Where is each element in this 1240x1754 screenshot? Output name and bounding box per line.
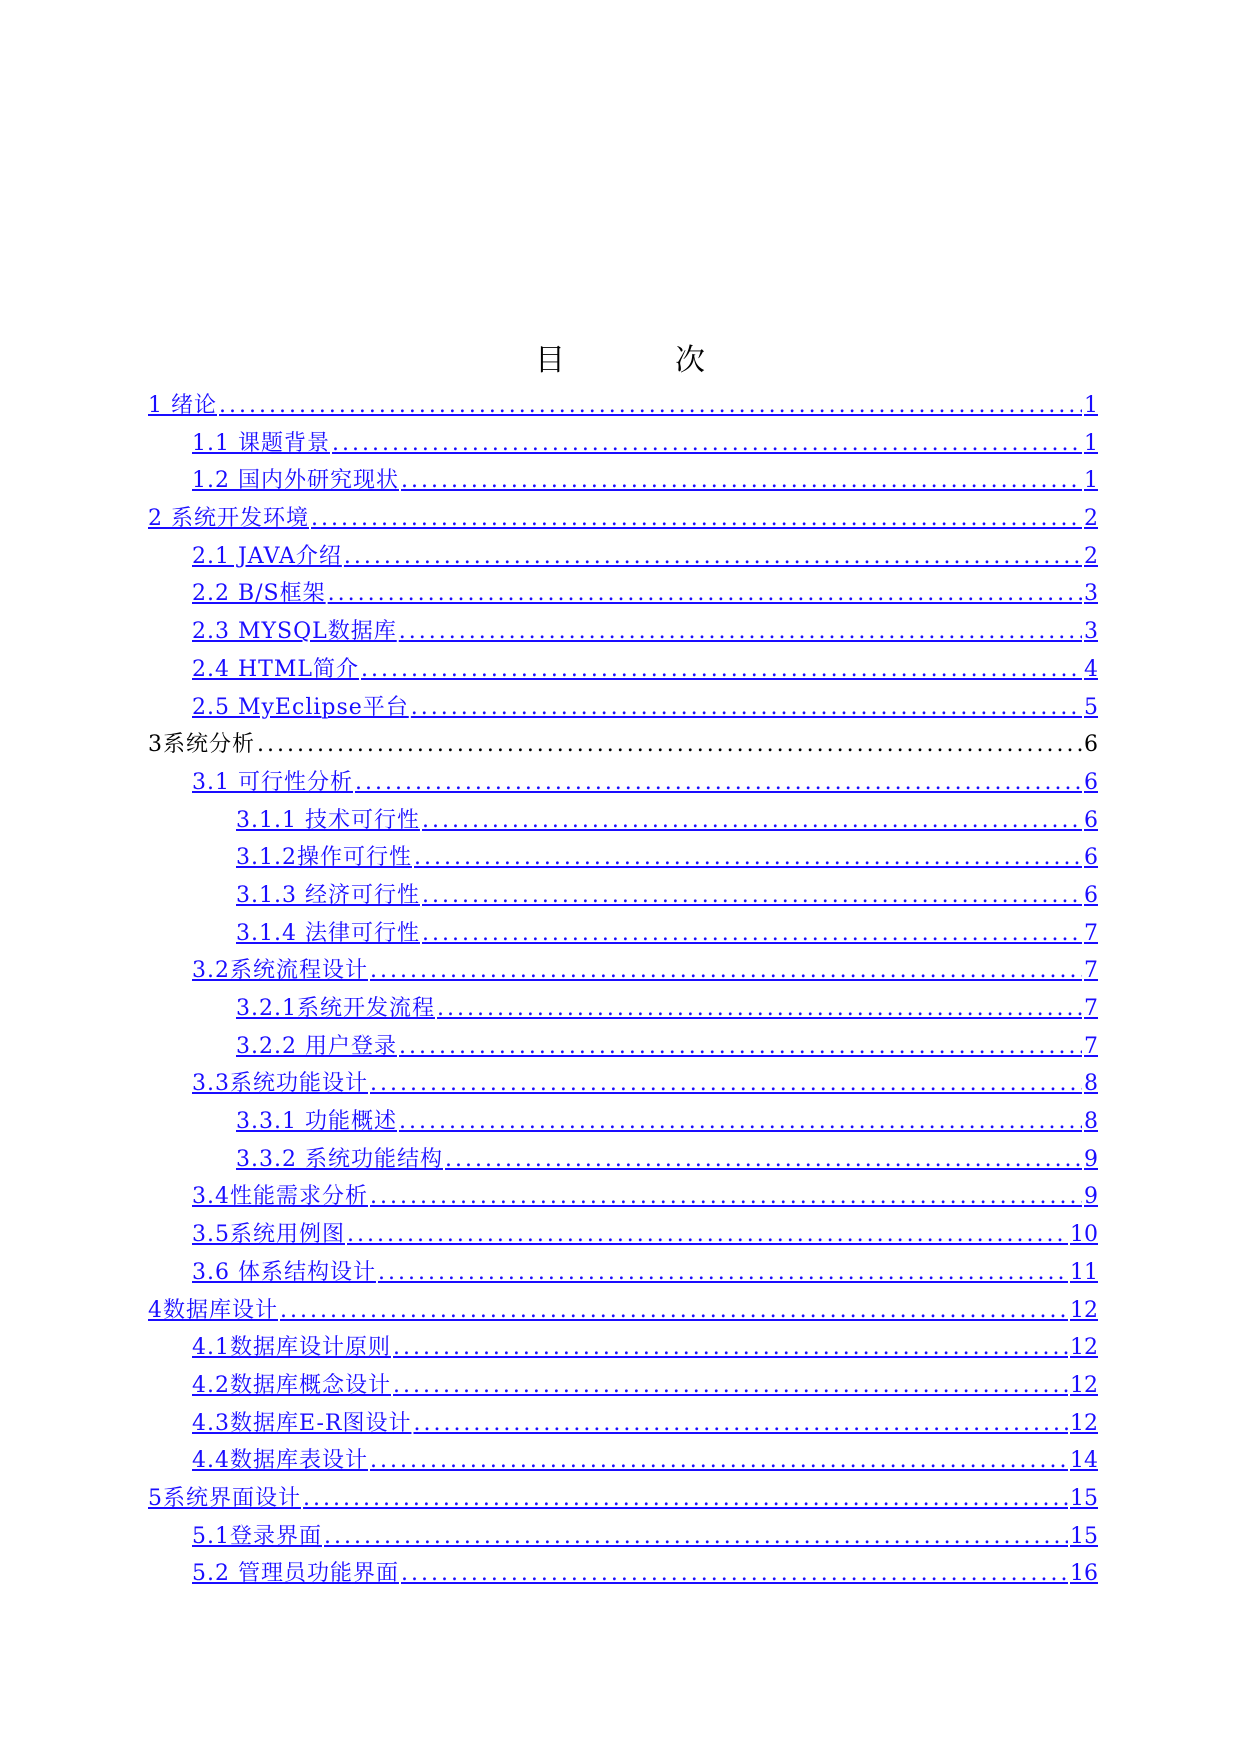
- toc-entry-page-number: 2: [1084, 506, 1098, 532]
- toc-entry-link: [148, 727, 1098, 758]
- toc-entry-label: 3.4性能需求分析: [192, 1184, 368, 1210]
- dot-leader: [368, 958, 1082, 983]
- toc-entry[interactable]: [148, 1029, 1098, 1067]
- toc-entry-page-number: 15: [1070, 1485, 1098, 1511]
- toc-entry[interactable]: [148, 614, 1098, 652]
- toc-entry-page-number: 6: [1084, 769, 1098, 795]
- toc-entry[interactable]: [148, 652, 1098, 690]
- dot-leader: [359, 657, 1082, 682]
- dot-leader: [412, 845, 1082, 870]
- toc-entry-link[interactable]: [192, 1217, 1098, 1248]
- dot-leader: [399, 1561, 1068, 1586]
- toc-entry-link[interactable]: [192, 1330, 1098, 1361]
- dot-leader: [342, 544, 1082, 569]
- toc-entry-page-number: 12: [1070, 1335, 1098, 1361]
- toc-entry-label: 3.5系统用例图: [192, 1222, 345, 1248]
- toc-entry-label: 3.1.2操作可行性: [236, 845, 412, 871]
- toc-entry-link[interactable]: [192, 690, 1098, 721]
- dot-leader: [330, 431, 1082, 456]
- toc-title: 目 次: [535, 343, 745, 378]
- toc-entry-link[interactable]: [148, 388, 1098, 419]
- toc-entry-link[interactable]: [192, 426, 1098, 457]
- toc-entry[interactable]: [148, 501, 1098, 539]
- toc-entry-page-number: 12: [1070, 1297, 1098, 1323]
- toc-entry-page-number: 11: [1070, 1259, 1098, 1285]
- toc-entry-page-number: 2: [1084, 543, 1098, 569]
- toc-entry-label: 5.1登录界面: [192, 1523, 322, 1549]
- toc-entry-label: 2.2 B/S框架: [192, 581, 326, 607]
- toc-entry-page-number: 12: [1070, 1410, 1098, 1436]
- dot-leader: [217, 393, 1082, 418]
- toc-entry-label: 4数据库设计: [148, 1297, 278, 1323]
- toc-entry-label: 3.2.2 用户登录: [236, 1033, 397, 1059]
- toc-entry-label: 5.2 管理员功能界面: [192, 1561, 399, 1587]
- toc-entry-label: 2.4 HTML简介: [192, 656, 359, 682]
- toc-entry[interactable]: [148, 1330, 1098, 1368]
- toc-entry[interactable]: [148, 1104, 1098, 1142]
- toc-entry[interactable]: [148, 1179, 1098, 1217]
- toc-entry-page-number: 6: [1084, 732, 1098, 758]
- dot-leader: [411, 1411, 1068, 1436]
- toc-entry-label: 3.3系统功能设计: [192, 1071, 368, 1097]
- toc-entry[interactable]: [148, 1368, 1098, 1406]
- toc-entry-link[interactable]: [236, 803, 1098, 834]
- toc-entry[interactable]: [148, 388, 1098, 426]
- toc-entry-label: 3.1.1 技术可行性: [236, 807, 420, 833]
- toc-entry-link[interactable]: [192, 1519, 1098, 1550]
- toc-entry-page-number: 8: [1084, 1071, 1098, 1097]
- toc-entry-page-number: 1: [1084, 393, 1098, 418]
- dot-leader: [399, 468, 1082, 493]
- dot-leader: [409, 695, 1082, 720]
- toc-entry-link[interactable]: [192, 1556, 1098, 1587]
- toc-entry-page-number: 9: [1084, 1146, 1098, 1172]
- toc-entry-label: 3系统分析: [148, 732, 255, 758]
- toc-entry[interactable]: [148, 840, 1098, 878]
- toc-entry-label: 2.3 MYSQL数据库: [192, 619, 397, 645]
- toc-entry-label: 3.6 体系结构设计: [192, 1259, 376, 1285]
- toc-entry-link[interactable]: [148, 1293, 1098, 1324]
- toc-entry-label: 3.2.1系统开发流程: [236, 996, 435, 1021]
- dot-leader: [326, 581, 1082, 606]
- toc-entry[interactable]: [148, 953, 1098, 991]
- toc-entry-link[interactable]: [236, 1029, 1098, 1060]
- dot-leader: [368, 1071, 1082, 1096]
- table-of-contents: [148, 388, 1098, 1594]
- toc-entry-link[interactable]: [192, 1406, 1098, 1437]
- dot-leader: [278, 1298, 1068, 1323]
- toc-entry[interactable]: [148, 878, 1098, 916]
- dot-leader: [322, 1524, 1068, 1549]
- toc-entry-link[interactable]: [192, 1179, 1098, 1210]
- toc-entry-link[interactable]: [192, 539, 1098, 570]
- toc-entry-label: 1.1 课题背景: [192, 430, 330, 456]
- toc-entry-label: 2 系统开发环境: [148, 506, 309, 532]
- toc-entry[interactable]: [148, 991, 1098, 1029]
- toc-entry[interactable]: [148, 1255, 1098, 1293]
- toc-entry-label: 4.1数据库设计原则: [192, 1335, 391, 1361]
- toc-entry-link[interactable]: [192, 1443, 1098, 1474]
- toc-entry-link[interactable]: [148, 1481, 1098, 1512]
- toc-entry-label: 2.1 JAVA介绍: [192, 543, 342, 569]
- toc-entry-label: 4.4数据库表设计: [192, 1448, 368, 1474]
- toc-entry-page-number: 10: [1070, 1222, 1098, 1248]
- toc-entry-page-number: 7: [1084, 920, 1098, 946]
- toc-entry-link[interactable]: [236, 1142, 1098, 1173]
- dot-leader: [420, 808, 1082, 833]
- toc-entry-link[interactable]: [192, 1368, 1098, 1399]
- toc-entry[interactable]: [148, 539, 1098, 577]
- toc-entry-link[interactable]: [236, 1104, 1098, 1135]
- toc-entry-page-number: 8: [1084, 1109, 1098, 1135]
- dot-leader: [309, 506, 1082, 531]
- toc-entry[interactable]: [148, 1443, 1098, 1481]
- dot-leader: [435, 996, 1082, 1021]
- toc-entry-page-number: 1: [1084, 430, 1098, 456]
- dot-leader: [345, 1222, 1068, 1247]
- toc-entry-label: 3.1.4 法律可行性: [236, 920, 420, 946]
- toc-entry-label: 3.3.1 功能概述: [236, 1109, 397, 1135]
- toc-entry-label: 4.3数据库E-R图设计: [192, 1410, 412, 1436]
- dot-leader: [376, 1260, 1068, 1285]
- toc-entry-link[interactable]: [236, 878, 1098, 909]
- toc-entry-label: 3.1 可行性分析: [192, 769, 353, 795]
- toc-entry-link[interactable]: [192, 953, 1098, 984]
- toc-entry[interactable]: [148, 463, 1098, 501]
- toc-entry-link[interactable]: [236, 840, 1098, 871]
- toc-entry-page-number: 7: [1084, 996, 1098, 1021]
- toc-entry-link[interactable]: [192, 652, 1098, 683]
- toc-entry: [148, 727, 1098, 765]
- toc-entry-label: 5系统界面设计: [148, 1485, 301, 1511]
- toc-entry-link[interactable]: [192, 1066, 1098, 1097]
- toc-entry[interactable]: [148, 1217, 1098, 1255]
- toc-entry-page-number: 4: [1084, 656, 1098, 682]
- toc-entry[interactable]: [148, 426, 1098, 464]
- toc-entry-page-number: 14: [1070, 1448, 1098, 1474]
- dot-leader: [368, 1448, 1068, 1473]
- dot-leader: [391, 1373, 1068, 1398]
- toc-entry-label: 1.2 国内外研究现状: [192, 468, 399, 494]
- toc-entry[interactable]: [148, 690, 1098, 728]
- toc-entry-label: 1 绪论: [148, 393, 217, 418]
- dot-leader: [301, 1486, 1068, 1511]
- toc-entry-label: 3.2系统流程设计: [192, 958, 368, 984]
- toc-entry[interactable]: [148, 1293, 1098, 1331]
- toc-entry-page-number: 3: [1084, 619, 1098, 645]
- toc-entry-page-number: 6: [1084, 807, 1098, 833]
- toc-entry[interactable]: [148, 916, 1098, 954]
- toc-entry-link[interactable]: [192, 765, 1098, 796]
- dot-leader: [443, 1147, 1082, 1172]
- toc-entry[interactable]: [148, 765, 1098, 803]
- dot-leader: [397, 1109, 1082, 1134]
- toc-entry-page-number: 9: [1084, 1184, 1098, 1210]
- toc-entry-link[interactable]: [192, 1255, 1098, 1286]
- toc-entry-label: 3.3.2 系统功能结构: [236, 1146, 443, 1172]
- toc-entry[interactable]: [148, 1556, 1098, 1594]
- toc-entry-link[interactable]: [192, 463, 1098, 494]
- toc-entry[interactable]: [148, 1481, 1098, 1519]
- dot-leader: [255, 732, 1082, 757]
- toc-entry-link[interactable]: [236, 991, 1098, 1022]
- dot-leader: [397, 1034, 1082, 1059]
- dot-leader: [397, 619, 1082, 644]
- toc-entry-link[interactable]: [192, 576, 1098, 607]
- toc-entry-page-number: 5: [1084, 694, 1098, 720]
- toc-entry[interactable]: [148, 803, 1098, 841]
- dot-leader: [391, 1335, 1068, 1360]
- toc-entry-page-number: 7: [1084, 958, 1098, 984]
- toc-entry[interactable]: [148, 1519, 1098, 1557]
- toc-entry-label: 2.5 MyEclipse平台: [192, 694, 409, 720]
- toc-entry-link[interactable]: [236, 916, 1098, 947]
- toc-entry[interactable]: [148, 1142, 1098, 1180]
- toc-entry[interactable]: [148, 1066, 1098, 1104]
- toc-entry-label: 3.1.3 经济可行性: [236, 882, 420, 908]
- dot-leader: [420, 921, 1082, 946]
- toc-entry-page-number: 6: [1084, 845, 1098, 871]
- dot-leader: [353, 770, 1082, 795]
- toc-entry-page-number: 7: [1084, 1033, 1098, 1059]
- toc-entry-link[interactable]: [148, 501, 1098, 532]
- toc-entry-page-number: 3: [1084, 581, 1098, 607]
- toc-entry-page-number: 12: [1070, 1372, 1098, 1398]
- toc-entry-link[interactable]: [192, 614, 1098, 645]
- toc-entry-page-number: 15: [1070, 1523, 1098, 1549]
- toc-entry-page-number: 1: [1084, 468, 1098, 494]
- toc-entry[interactable]: [148, 1406, 1098, 1444]
- toc-entry[interactable]: [148, 576, 1098, 614]
- toc-entry-page-number: 6: [1084, 882, 1098, 908]
- dot-leader: [368, 1184, 1082, 1209]
- toc-entry-label: 4.2数据库概念设计: [192, 1372, 391, 1398]
- dot-leader: [420, 883, 1082, 908]
- toc-entry-page-number: 16: [1070, 1561, 1098, 1587]
